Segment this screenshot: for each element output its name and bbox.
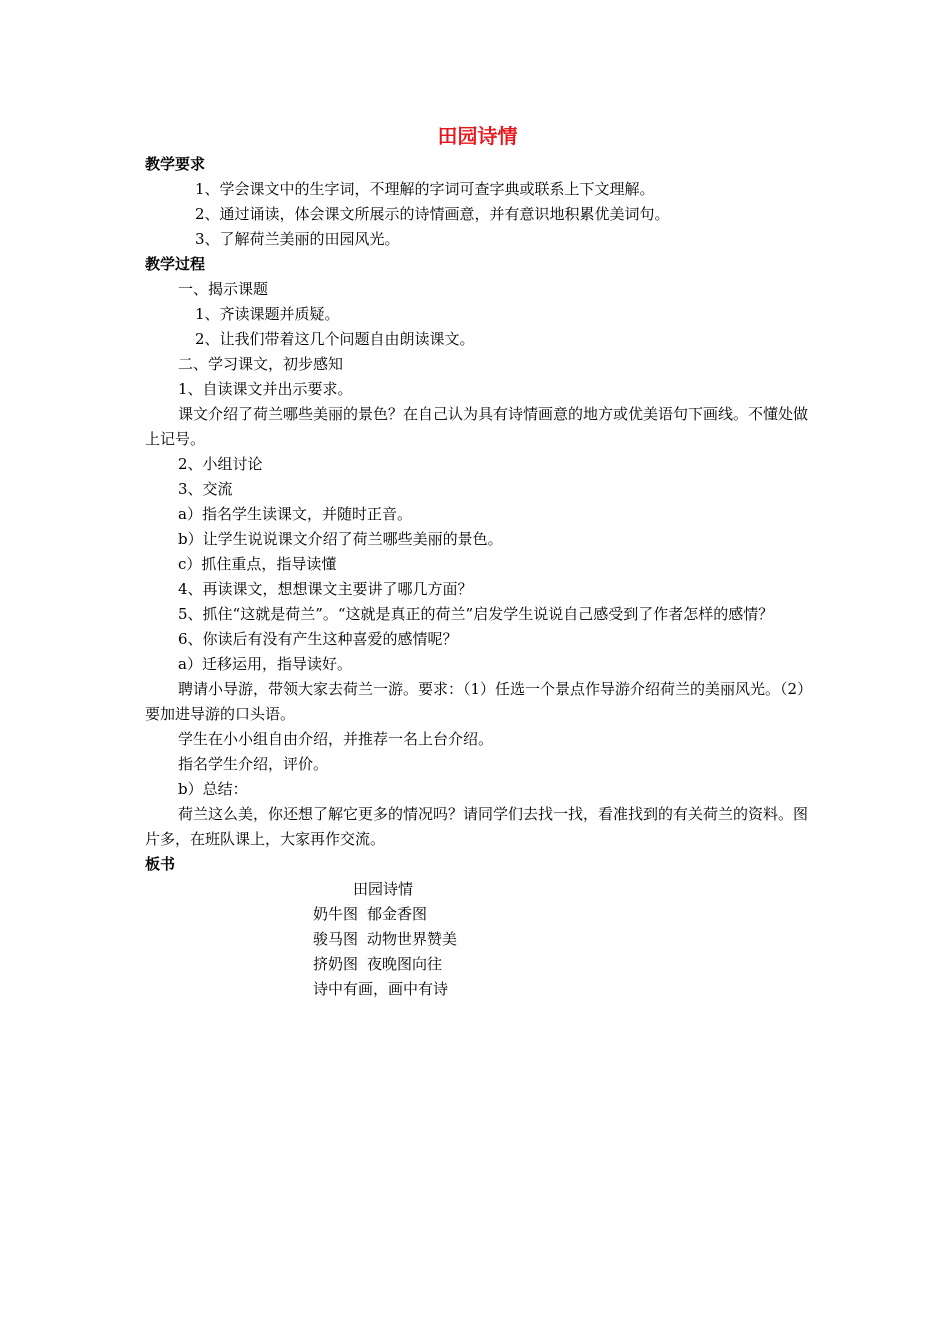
board-row xyxy=(313,952,442,977)
document-page xyxy=(145,120,810,1027)
process-line: 4、再读课文，想想课文主要讲了哪几方面？ xyxy=(178,580,473,598)
board-cell-left: 挤奶图 xyxy=(313,955,359,973)
process-line: b）让学生说说课文介绍了荷兰哪些美丽的景色。 xyxy=(178,530,503,548)
board-row xyxy=(313,927,457,952)
board-title: 田园诗情 xyxy=(353,880,414,898)
process-paragraph: 课文介绍了荷兰哪些美丽的景色？在自己认为具有诗情画意的地方或优美语句下画线。不懂处做上记号。 xyxy=(145,405,809,448)
process-line: 3、交流 xyxy=(178,480,233,498)
requirement-item: 2、通过诵读，体会课文所展示的诗情画意，并有意识地积累优美词句。 xyxy=(195,205,670,223)
blackboard-layout xyxy=(145,877,810,1027)
process-line: 2、小组讨论 xyxy=(178,455,263,473)
board-row xyxy=(313,902,427,927)
process-line: a）迁移运用，指导读好。 xyxy=(178,655,352,673)
process-line: 1、齐读课题并质疑。 xyxy=(195,305,340,323)
process-line: c）抓住重点，指导读懂 xyxy=(178,555,337,573)
board-cell-right: 动物世界赞美 xyxy=(367,930,458,948)
process-line: 二、学习课文，初步感知 xyxy=(178,355,344,373)
process-line: a）指名学生读课文，并随时正音。 xyxy=(178,505,412,523)
requirement-item: 1、学会课文中的生字词，不理解的字词可查字典或联系上下文理解。 xyxy=(195,180,655,198)
section-heading-requirements: 教学要求 xyxy=(145,155,206,173)
board-summary: 诗中有画，画中有诗 xyxy=(313,980,449,998)
process-paragraph: 聘请小导游，带领大家去荷兰一游。要求：（1）任选一个景点作导游介绍荷兰的美丽风光。（2）要加进导游的口头语。 xyxy=(145,680,805,723)
process-line: 学生在小小组自由介绍，并推荐一名上台介绍。 xyxy=(178,730,494,748)
section-heading-board: 板书 xyxy=(145,855,176,873)
requirement-item: 3、了解荷兰美丽的田园风光。 xyxy=(195,230,400,248)
board-cell-right: 郁金香图 xyxy=(367,905,428,923)
process-paragraph: 5、抓住“这就是荷兰”。“这就是真正的荷兰”启发学生说说自己感受到了作者怎样的感情？ xyxy=(178,605,774,623)
board-cell-left: 骏马图 xyxy=(313,930,359,948)
document-title: 田园诗情 xyxy=(437,124,518,148)
section-heading-process: 教学过程 xyxy=(145,255,206,273)
process-paragraph: 荷兰这么美，你还想了解它更多的情况吗？请同学们去找一找，看准找到的有关荷兰的资料。图片多，在班队课上，大家再作交流。 xyxy=(145,805,809,848)
process-line: 一、揭示课题 xyxy=(178,280,269,298)
board-cell-left: 奶牛图 xyxy=(313,905,359,923)
board-cell-right: 夜晚图向往 xyxy=(367,955,443,973)
process-line: 1、自读课文并出示要求。 xyxy=(178,380,353,398)
process-line: b）总结： xyxy=(178,780,248,798)
process-line: 2、让我们带着这几个问题自由朗读课文。 xyxy=(195,330,475,348)
process-line: 6、你读后有没有产生这种喜爱的感情呢？ xyxy=(178,630,458,648)
process-line: 指名学生介绍，评价。 xyxy=(178,755,329,773)
